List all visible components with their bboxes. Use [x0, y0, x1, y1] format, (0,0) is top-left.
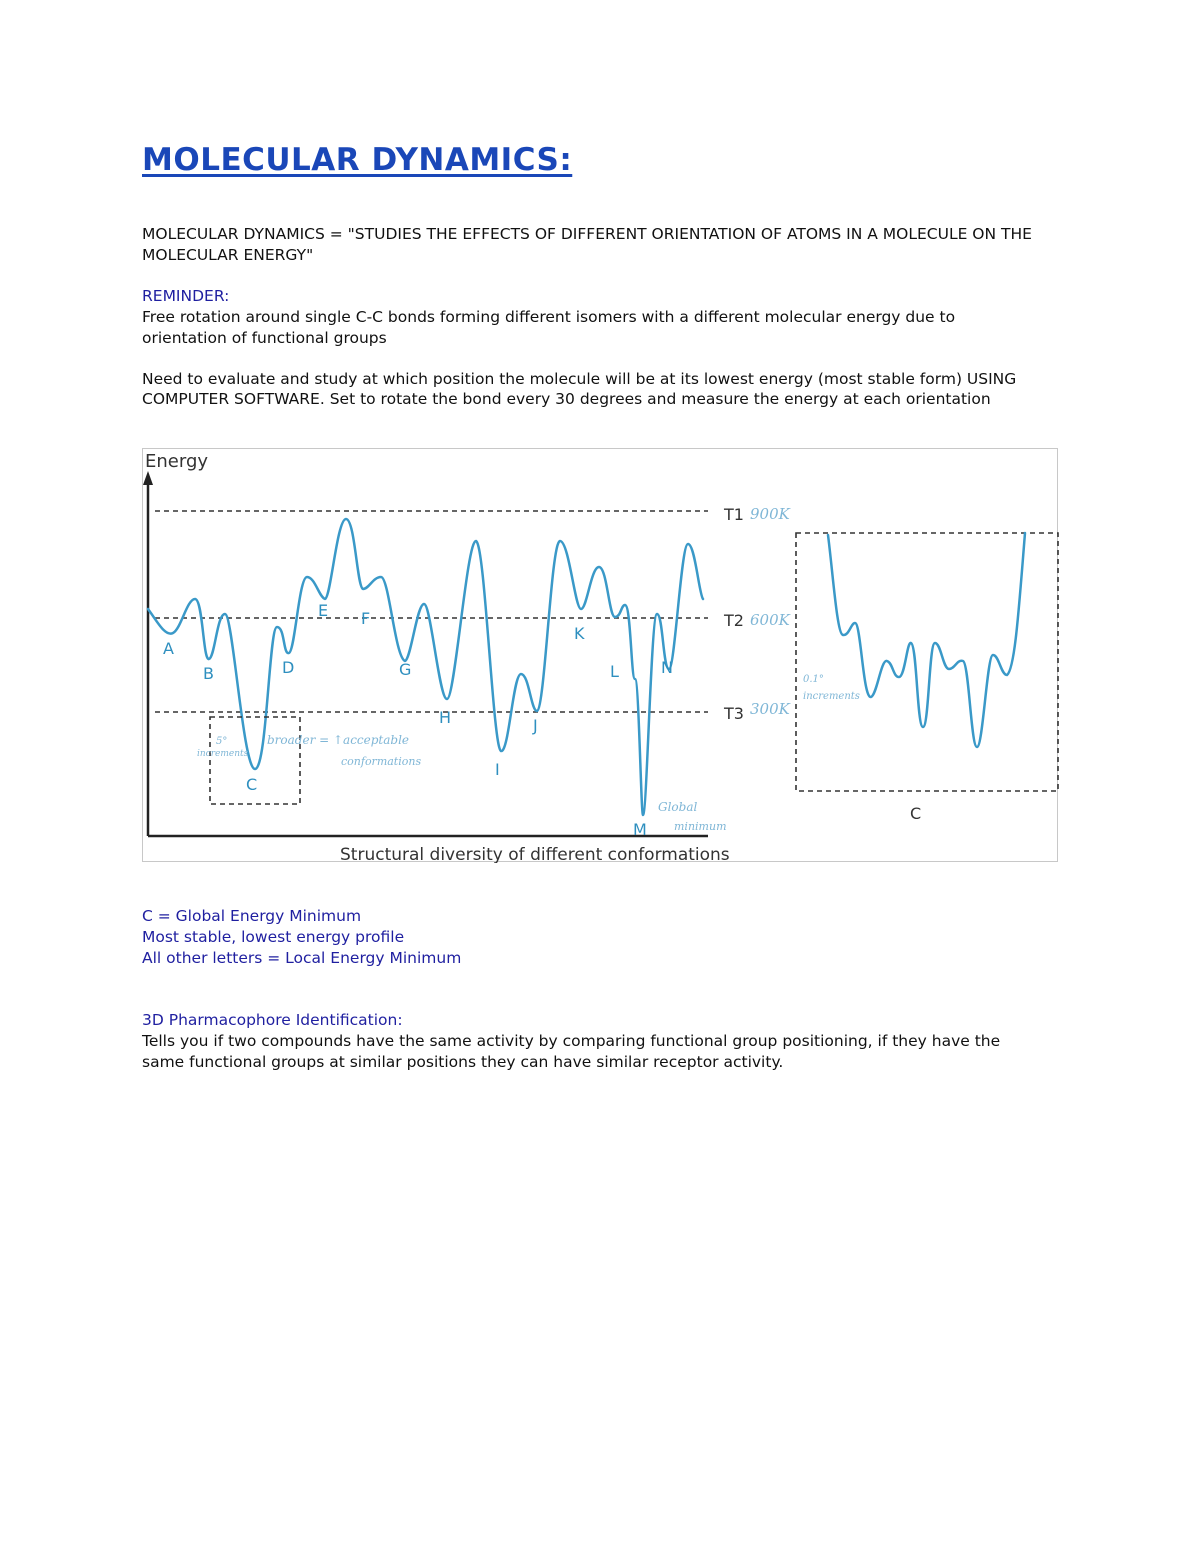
reminder-line-1: Free rotation around single C-C bonds forming different isomers with a different molecular energy due to	[142, 308, 956, 326]
inset-energy-curve	[828, 533, 1025, 747]
note-0-1deg: 0.1°	[803, 674, 824, 685]
note-global: Global	[658, 800, 698, 814]
y-axis-arrow-icon	[143, 471, 153, 485]
note-conformations: conformations	[341, 755, 422, 768]
x-axis-label: Structural diversity of different conformations	[340, 845, 730, 863]
threshold-label-t1: T1	[724, 505, 744, 524]
energy-curve	[148, 519, 703, 815]
threshold-note-t3: 300K	[750, 700, 790, 718]
evaluate-line-1: Need to evaluate and study at which position the molecule will be at its lowest energy (most stable form) USING	[142, 370, 1017, 388]
threshold-label-t2: T2	[724, 611, 744, 630]
threshold-note-t1: 900K	[750, 505, 790, 523]
evaluate-line-2: COMPUTER SOFTWARE. Set to rotate the bond every 30 degrees and measure the energy at each orientation	[142, 390, 991, 408]
minimum-label-i: I	[495, 760, 500, 779]
note-5deg: 5°	[216, 736, 228, 747]
energy-landscape-figure	[142, 448, 1058, 862]
pharmacophore-line-1: Tells you if two compounds have the same activity by comparing functional group positioning, if they have the	[142, 1032, 1001, 1050]
minimum-label-f: F	[361, 609, 371, 628]
threshold-note-t2: 600K	[750, 611, 790, 629]
notes-line-1: C = Global Energy Minimum	[142, 907, 362, 925]
pharmacophore-heading: 3D Pharmacophore Identification:	[142, 1011, 403, 1029]
minimum-label-n: N	[661, 658, 673, 677]
minimum-label-k: K	[574, 624, 585, 643]
note-0-1deg-increments: increments	[803, 691, 860, 702]
definition-line-1: MOLECULAR DYNAMICS = "STUDIES THE EFFECTS OF DIFFERENT ORIENTATION OF ATOMS IN A MOLECULE ON THE	[142, 225, 1032, 243]
minimum-label-e: E	[318, 601, 329, 620]
minimum-label-m: M	[633, 820, 647, 839]
minimum-label-c: C	[246, 775, 258, 794]
reminder-line-2: orientation of functional groups	[142, 329, 387, 347]
y-axis-label: Energy	[145, 451, 209, 472]
note-global-minimum: minimum	[674, 820, 727, 833]
minimum-label-h: H	[439, 708, 452, 727]
notes-line-2: Most stable, lowest energy profile	[142, 928, 405, 946]
inset-label-c: C	[910, 804, 922, 823]
note-broader: broader = ↑acceptable	[267, 733, 410, 747]
pharmacophore-line-2: same functional groups at similar positions they can have similar receptor activity.	[142, 1053, 784, 1071]
minimum-label-l: L	[610, 662, 619, 681]
inset-box	[796, 533, 1058, 791]
note-5deg-increments: increments	[197, 749, 249, 759]
energy-landscape-svg	[143, 449, 1059, 863]
reminder-heading: REMINDER:	[142, 287, 230, 305]
page-title: MOLECULAR DYNAMICS:	[142, 142, 573, 178]
minimum-label-g: G	[399, 660, 412, 679]
definition-line-2: MOLECULAR ENERGY"	[142, 246, 314, 264]
minimum-label-d: D	[282, 658, 295, 677]
minimum-label-j: J	[533, 716, 538, 735]
threshold-label-t3: T3	[724, 704, 744, 723]
minimum-label-b: B	[203, 664, 214, 683]
notes-line-3: All other letters = Local Energy Minimum	[142, 949, 462, 967]
minimum-label-a: A	[163, 639, 174, 658]
